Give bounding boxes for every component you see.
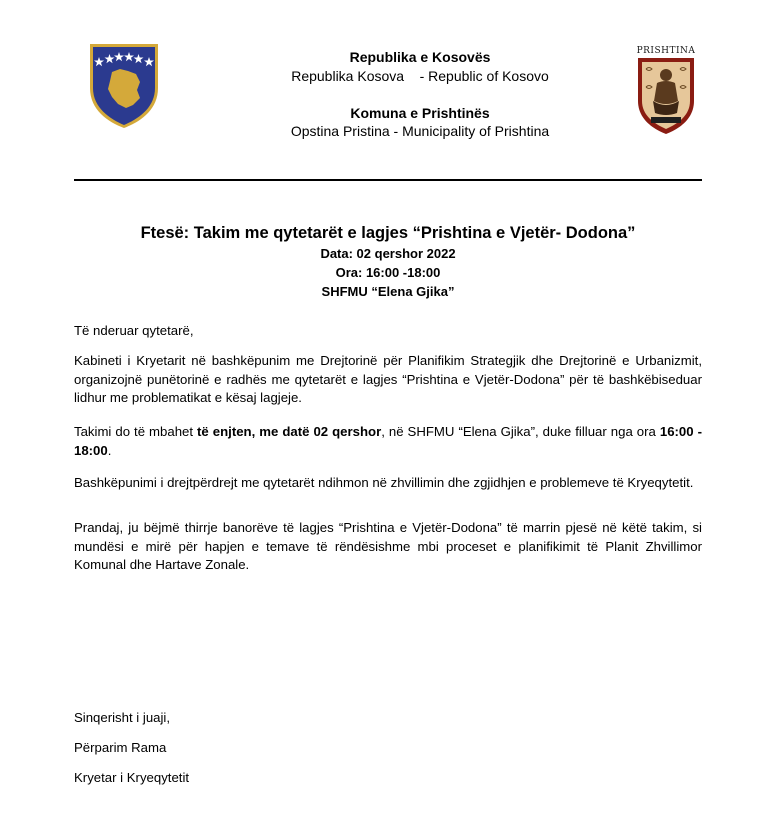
greeting: Të nderuar qytetarë, xyxy=(74,323,194,338)
municipality-name-albanian: Komuna e Prishtinës xyxy=(350,105,490,121)
prishtina-coat-of-arms xyxy=(632,46,700,136)
paragraph-call-to-residents: Prandaj, ju bëjmë thirrje banorëve të lagjes “Prishtina e Vjetër-Dodona” të marrin pjesë në këtë takim, si mundësi e mirë për hapjen e temave të rëndësishme mbi proceset e planifikimit të Planit Zhvillimor Komunal dhe Hartave Zonale. xyxy=(74,520,702,572)
prishtina-coat-of-arms-icon xyxy=(637,57,695,135)
invitation-title: Ftesë: Takim me qytetarët e lagjes “Prishtina e Vjetër- Dodona” xyxy=(140,224,636,242)
meeting-text-3: . xyxy=(107,442,112,458)
invitation-venue: SHFMU “Elena Gjika” xyxy=(321,284,455,299)
paragraph-meeting-details xyxy=(74,423,702,460)
country-name-serbian-english: Republika Kosova - Republic of Kosovo xyxy=(291,68,549,84)
invitation-heading xyxy=(74,222,702,301)
meeting-date-bold: të enjten, me datë 02 qershor xyxy=(197,424,382,439)
meeting-text-1: Takimi do të mbahet xyxy=(74,424,198,439)
meeting-text-2: , në SHFMU “Elena Gjika”, duke filluar nga ora xyxy=(381,424,660,439)
paragraph-organizers: Kabineti i Kryetarit në bashkëpunim me Drejtorinë për Planifikim Strategjik dhe Drejtorinë e Urbanizmit, organizojnë punëtorinë e radhës me qytetarët e lagjes “Prishtina e Vjetër-Dodona” për të bashkëbiseduar lidhur me problematikat e kësaj lagjeje. xyxy=(74,353,702,405)
letterhead xyxy=(0,0,758,180)
kosovo-coat-of-arms-icon xyxy=(88,42,160,130)
header-divider xyxy=(74,179,702,181)
country-name-albanian: Republika e Kosovës xyxy=(349,49,491,65)
invitation-date: Data: 02 qershor 2022 xyxy=(320,246,456,261)
signature-closing: Sinqerisht i juaji, xyxy=(74,710,171,725)
meeting-time-bold: 16:00 - 18:00 xyxy=(74,424,702,458)
municipality-name-serbian-english: Opstina Pristina - Municipality of Prishtina xyxy=(290,123,550,139)
prishtina-emblem-label: PRISHTINA xyxy=(636,46,696,56)
paragraph-cooperation: Bashkëpunimi i drejtpërdrejt me qytetarët ndihmon në zhvillimin dhe zgjidhjen e problemeve të Kryeqytetit. xyxy=(74,475,694,490)
invitation-time: Ora: 16:00 -18:00 xyxy=(335,265,441,280)
signature-name: Përparim Rama xyxy=(74,740,167,755)
signature-role: Kryetar i Kryeqytetit xyxy=(74,770,190,785)
